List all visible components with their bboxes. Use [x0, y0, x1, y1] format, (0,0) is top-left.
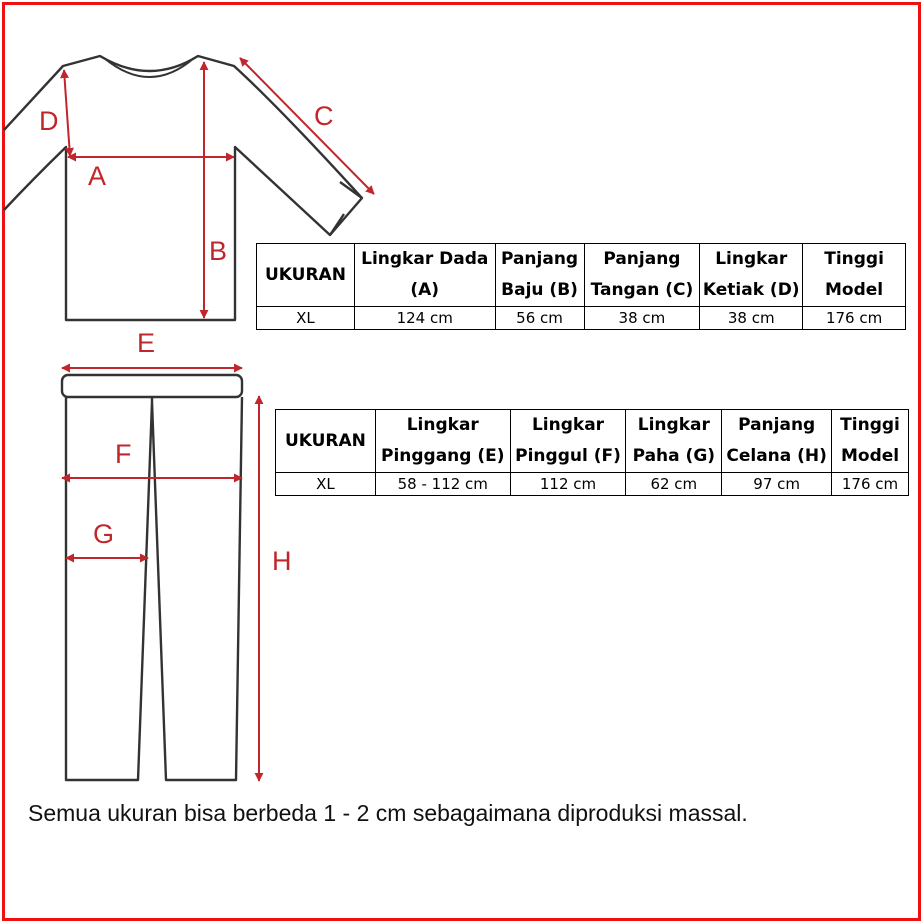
table-cell: XL: [276, 473, 376, 496]
size-disclaimer-note: Semua ukuran bisa berbeda 1 - 2 cm sebagaimana diproduksi massal.: [28, 800, 748, 826]
label-a: A: [88, 161, 107, 191]
table-header-row: [257, 244, 906, 307]
header-cell: Lingkar Pinggul (F): [510, 410, 626, 473]
header-cell: Lingkar Pinggang (E): [375, 410, 510, 473]
table-cell: 176 cm: [803, 307, 906, 330]
table-row: [257, 307, 906, 330]
label-f: F: [115, 439, 132, 469]
table-cell: 56 cm: [495, 307, 584, 330]
bottom-size-table: [275, 409, 909, 496]
table-cell: 58 - 112 cm: [375, 473, 510, 496]
header-cell: Tinggi Model: [832, 410, 909, 473]
arrow-d: [64, 70, 70, 156]
header-cell: Panjang Celana (H): [722, 410, 832, 473]
label-b: B: [209, 236, 228, 266]
table-cell: 62 cm: [626, 473, 722, 496]
label-c: C: [314, 101, 334, 131]
label-e: E: [137, 328, 156, 358]
table-cell: 38 cm: [584, 307, 700, 330]
table-cell: 112 cm: [510, 473, 626, 496]
header-cell: Panjang Baju (B): [495, 244, 584, 307]
table-cell: 97 cm: [722, 473, 832, 496]
header-cell: Lingkar Dada (A): [354, 244, 495, 307]
table-cell: 176 cm: [832, 473, 909, 496]
label-h: H: [272, 546, 292, 576]
header-cell: Panjang Tangan (C): [584, 244, 700, 307]
top-size-table: [256, 243, 906, 330]
table-cell: XL: [257, 307, 355, 330]
table-row: [276, 473, 909, 496]
label-d: D: [39, 106, 59, 136]
header-cell: Lingkar Ketiak (D): [700, 244, 803, 307]
header-cell: Tinggi Model: [803, 244, 906, 307]
arrow-c: [240, 58, 374, 194]
table-header-row: [276, 410, 909, 473]
header-cell: UKURAN: [276, 410, 376, 473]
table-cell: 124 cm: [354, 307, 495, 330]
header-cell: UKURAN: [257, 244, 355, 307]
pants-outline: [62, 375, 242, 780]
table-cell: 38 cm: [700, 307, 803, 330]
label-g: G: [93, 519, 115, 549]
header-cell: Lingkar Paha (G): [626, 410, 722, 473]
